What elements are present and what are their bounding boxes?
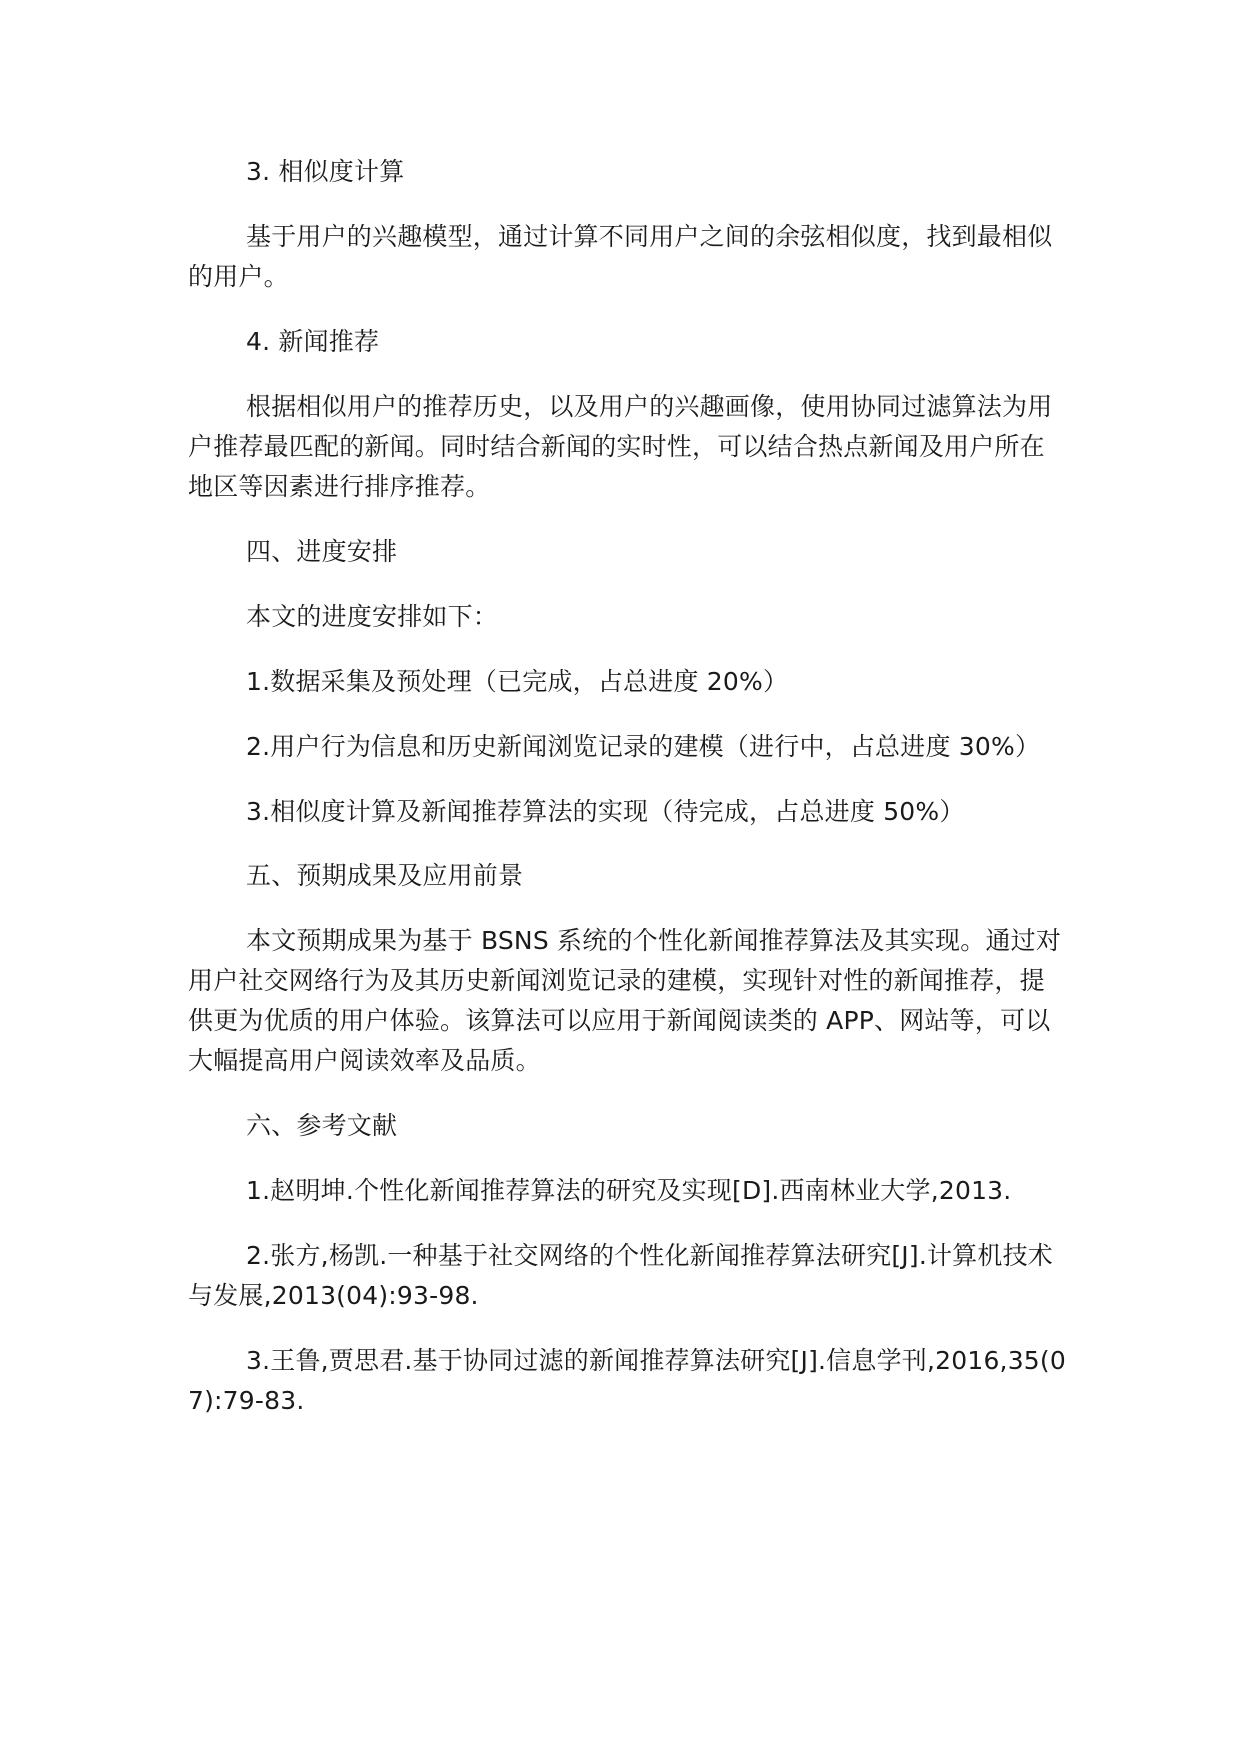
section-heading-similarity: 3. 相似度计算 bbox=[246, 157, 405, 186]
reference-item-2: 2.张方,杨凯.一种基于社交网络的个性化新闻推荐算法研究[J].计算机技术与发展,2013(04):93-98. bbox=[188, 1241, 1053, 1310]
paragraph-schedule-intro: 本文的进度安排如下： bbox=[246, 602, 499, 631]
section-heading-references: 六、参考文献 bbox=[246, 1111, 398, 1140]
section-heading-schedule: 四、进度安排 bbox=[246, 537, 398, 566]
section-heading-recommendation: 4. 新闻推荐 bbox=[246, 327, 380, 356]
paragraph-similarity: 基于用户的兴趣模型，通过计算不同用户之间的余弦相似度，找到最相似的用户。 bbox=[188, 222, 1053, 291]
schedule-item-3: 3.相似度计算及新闻推荐算法的实现（待完成，占总进度 50%） bbox=[246, 797, 965, 826]
reference-item-1: 1.赵明坤.个性化新闻推荐算法的研究及实现[D].西南林业大学,2013. bbox=[246, 1176, 1012, 1205]
section-heading-outcomes: 五、预期成果及应用前景 bbox=[246, 861, 524, 890]
paragraph-outcomes: 本文预期成果为基于 BSNS 系统的个性化新闻推荐算法及其实现。通过对用户社交网络行为及其历史新闻浏览记录的建模，实现针对性的新闻推荐，提供更为优质的用户体验。该算法可以应用于新闻阅读类的 APP、网站等，可以大幅提高用户阅读效率及品质。 bbox=[188, 926, 1062, 1075]
paragraph-recommendation: 根据相似用户的推荐历史，以及用户的兴趣画像，使用协同过滤算法为用户推荐最匹配的新闻。同时结合新闻的实时性，可以结合热点新闻及用户所在地区等因素进行排序推荐。 bbox=[188, 392, 1053, 501]
reference-item-3: 3.王鲁,贾思君.基于协同过滤的新闻推荐算法研究[J].信息学刊,2016,35(07):79-83. bbox=[188, 1346, 1066, 1415]
schedule-item-2: 2.用户行为信息和历史新闻浏览记录的建模（进行中，占总进度 30%） bbox=[246, 732, 1041, 761]
document-body bbox=[188, 152, 1068, 1421]
schedule-item-1: 1.数据采集及预处理（已完成，占总进度 20%） bbox=[246, 667, 789, 696]
